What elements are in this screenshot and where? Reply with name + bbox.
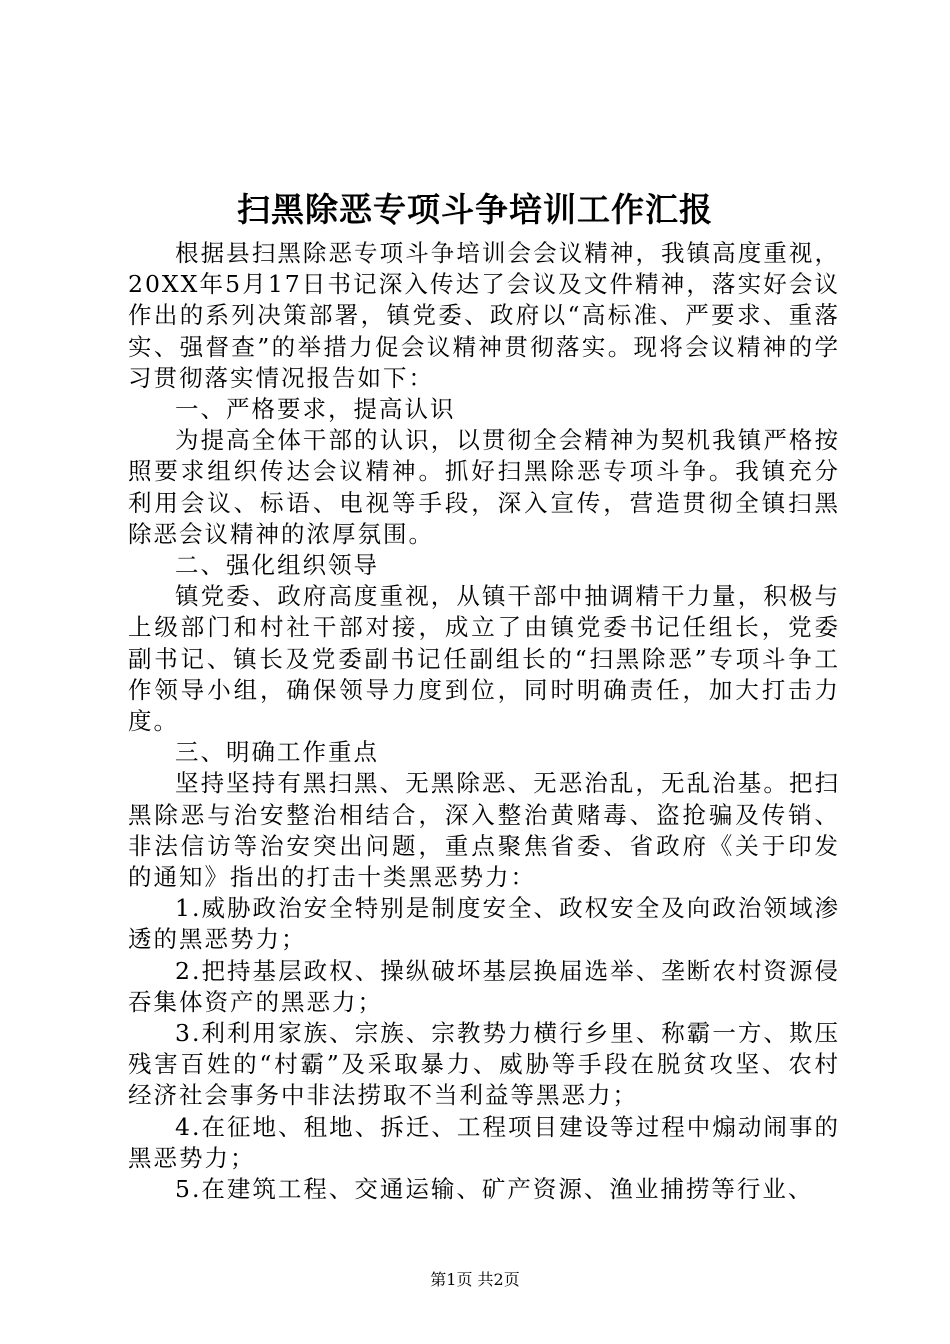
page-number-footer: 第1页 共2页 [430,1270,520,1289]
list-item-2: 2.把持基层政权、操纵破坏基层换届选举、垄断农村资源侵吞集体资产的黑恶力； [128,956,840,1016]
paragraph-intro: 根据县扫黑除恶专项斗争培训会会议精神，我镇高度重视，20XX年5月17日书记深入传达了会议及文件精神，落实好会议作出的系列决策部署，镇党委、政府以“高标准、严要求、重落实、强督查”的举措力促会议精神贯彻落实。现将会议精神的学习贯彻落实情况报告如下： [128,239,840,392]
list-item-1: 1.威胁政治安全特别是制度安全、政权安全及向政治领域渗透的黑恶势力； [128,894,840,954]
paragraph-section-2: 镇党委、政府高度重视，从镇干部中抽调精干力量，积极与上级部门和村社干部对接，成立了由镇党委书记任组长，党委副书记、镇长及党委副书记任副组长的“扫黑除恶”专项斗争工作领导小组，确保领导力度到位，同时明确责任，加大打击力度。 [128,582,840,736]
section-heading-1: 一、严格要求，提高认识 [175,395,456,424]
paragraph-section-3: 坚持坚持有黑扫黑、无黑除恶、无恶治乱，无乱治基。把扫黑除恶与治安整治相结合，深入整治黄赌毒、盗抢骗及传销、非法信访等治安突出问题，重点聚焦省委、省政府《关于印发的通知》指出的打击十类黑恶势力： [128,769,840,892]
section-heading-3: 三、明确工作重点 [175,738,379,767]
section-heading-2: 二、强化组织领导 [175,551,379,580]
document-title: 扫黑除恶专项斗争培训工作汇报 [237,190,713,229]
list-item-5: 5.在建筑工程、交通运输、矿产资源、渔业捕捞等行业、 [175,1175,814,1204]
list-item-3: 3.利利用家族、宗族、宗教势力横行乡里、称霸一方、欺压残害百姓的“村霸”及采取暴力、威胁等手段在脱贫攻坚、农村经济社会事务中非法捞取不当利益等黑恶力； [128,1019,840,1110]
document-body [128,238,840,1205]
paragraph-section-1: 为提高全体干部的认识，以贯彻全会精神为契机我镇严格按照要求组织传达会议精神。抓好扫黑除恶专项斗争。我镇充分利用会议、标语、电视等手段，深入宣传，营造贯彻全镇扫黑除恶会议精神的浓厚氛围。 [128,426,840,548]
list-item-4: 4.在征地、租地、拆迁、工程项目建设等过程中煽动闹事的黑恶势力； [128,1112,840,1172]
